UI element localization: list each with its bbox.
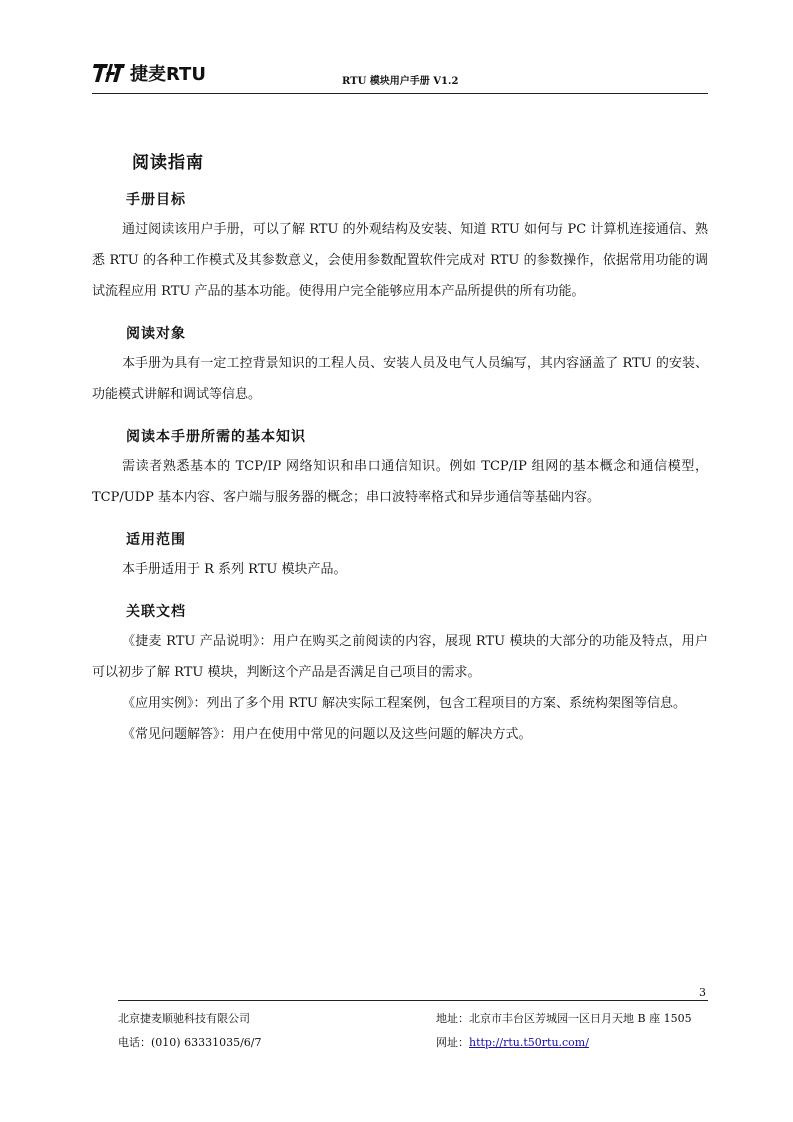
header-divider [92, 93, 708, 94]
paragraph-required-knowledge: 需读者熟悉基本的 TCP/IP 网络知识和串口通信知识。例如 TCP/IP 组网的基本概念和通信模型，TCP/UDP 基本内容、客户端与服务器的概念；串口波特率格式和异步通信等基础内容。 [92, 459, 708, 505]
footer-address: 地址：北京市丰台区芳城园一区日月天地 B 座 1505 [436, 1012, 692, 1025]
page-header [92, 54, 708, 94]
document-title: RTU 模块用户手册 V1.2 [342, 76, 459, 87]
logo-text: 捷麦RTU [130, 64, 206, 85]
paragraph-scope: 本手册适用于 R 系列 RTU 模块产品。 [122, 562, 347, 577]
footer-company: 北京捷麦顺驰科技有限公司 [118, 1012, 250, 1025]
page-number: 3 [699, 986, 706, 999]
paragraph-related-doc-product: 《捷麦 RTU 产品说明》：用户在购买之前阅读的内容，展现 RTU 模块的大部分的功能及特点，用户可以初步了解 RTU 模块，判断这个产品是否满足自己项目的需求。 [92, 634, 708, 680]
footer-website-label: 网址： [436, 1036, 469, 1049]
footer-divider [118, 1000, 708, 1001]
heading-scope: 适用范围 [126, 532, 186, 548]
heading-audience: 阅读对象 [126, 326, 186, 342]
footer-website-link[interactable]: http://rtu.t50rtu.com/ [469, 1036, 589, 1049]
logo-mark-icon [92, 61, 126, 85]
paragraph-audience: 本手册为具有一定工控背景知识的工程人员、安装人员及电气人员编写，其内容涵盖了 RTU 的安装、功能模式讲解和调试等信息。 [92, 356, 708, 402]
footer-website [436, 1034, 589, 1050]
footer-phone: 电话：(010) 63331035/6/7 [118, 1036, 262, 1049]
paragraph-manual-goal: 通过阅读该用户手册，可以了解 RTU 的外观结构及安装、知道 RTU 如何与 PC 计算机连接通信、熟悉 RTU 的各种工作模式及其参数意义，会使用参数配置软件完成对 RTU 的参数操作，依据常用功能的调试流程应用 RTU 产品的基本功能。使得用户完全能够应用本产品所提供的所有功能。 [92, 222, 708, 299]
heading-related-docs: 关联文档 [126, 604, 186, 620]
paragraph-related-doc-faq: 《常见问题解答》：用户在使用中常见的问题以及这些问题的解决方式。 [122, 727, 532, 742]
page-body [92, 138, 708, 750]
company-logo [92, 60, 206, 86]
paragraph-related-doc-examples: 《应用实例》：列出了多个用 RTU 解决实际工程案例，包含工程项目的方案、系统构架图等信息。 [122, 696, 686, 711]
section-title: 阅读指南 [132, 153, 204, 173]
heading-manual-goal: 手册目标 [126, 192, 186, 208]
heading-required-knowledge: 阅读本手册所需的基本知识 [126, 429, 306, 445]
